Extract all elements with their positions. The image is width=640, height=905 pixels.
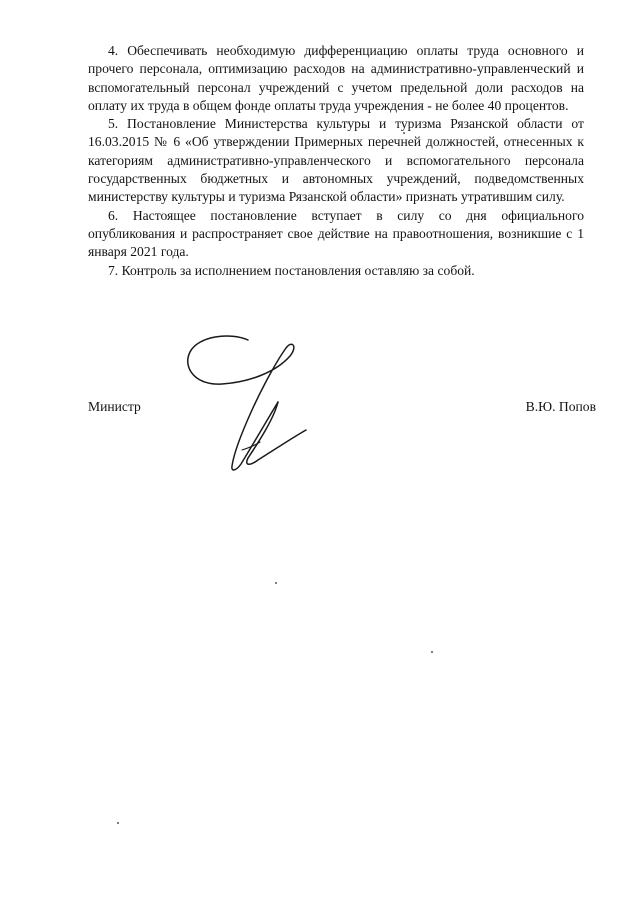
signer-name: В.Ю. Попов xyxy=(525,399,596,414)
paragraph-item-7: 7. Контроль за исполнением постановления оставляю за собой. xyxy=(108,262,475,278)
paragraph-item-4: 4. Обеспечивать необходимую дифференциацию оплаты труда основного и прочего персонала, оптимизацию расходов на административно-управленческий и вспомогательный персонал учреждений с учетом предельной доли расходов на оплату их труда в общем фонде оплаты труда учреждения - не более 40 процентов. xyxy=(88,43,584,113)
signer-title: Министр xyxy=(88,399,141,414)
scan-speck xyxy=(431,651,433,653)
signature-block xyxy=(88,398,596,418)
handwritten-signature xyxy=(178,326,318,476)
scan-speck xyxy=(403,132,405,134)
scan-speck xyxy=(117,822,119,824)
paragraph-item-6: 6. Настоящее постановление вступает в силу со дня официального опубликования и распространяет свое действие на правоотношения, возникшие с 1 января 2021 года. xyxy=(88,207,584,260)
document-body xyxy=(88,42,584,280)
scan-speck xyxy=(275,582,277,584)
paragraph-item-5: 5. Постановление Министерства культуры и туризма Рязанской области от 16.03.2015 № 6 «Об утверждении Примерных перечней должностей, отнесенных к категориям административно-управленческого и вспомогательного персонала государственных бюджетных и автономных учреждений, подведомственных министерству культуры и туризма Рязанской области» признать утратившим силу. xyxy=(88,116,584,205)
